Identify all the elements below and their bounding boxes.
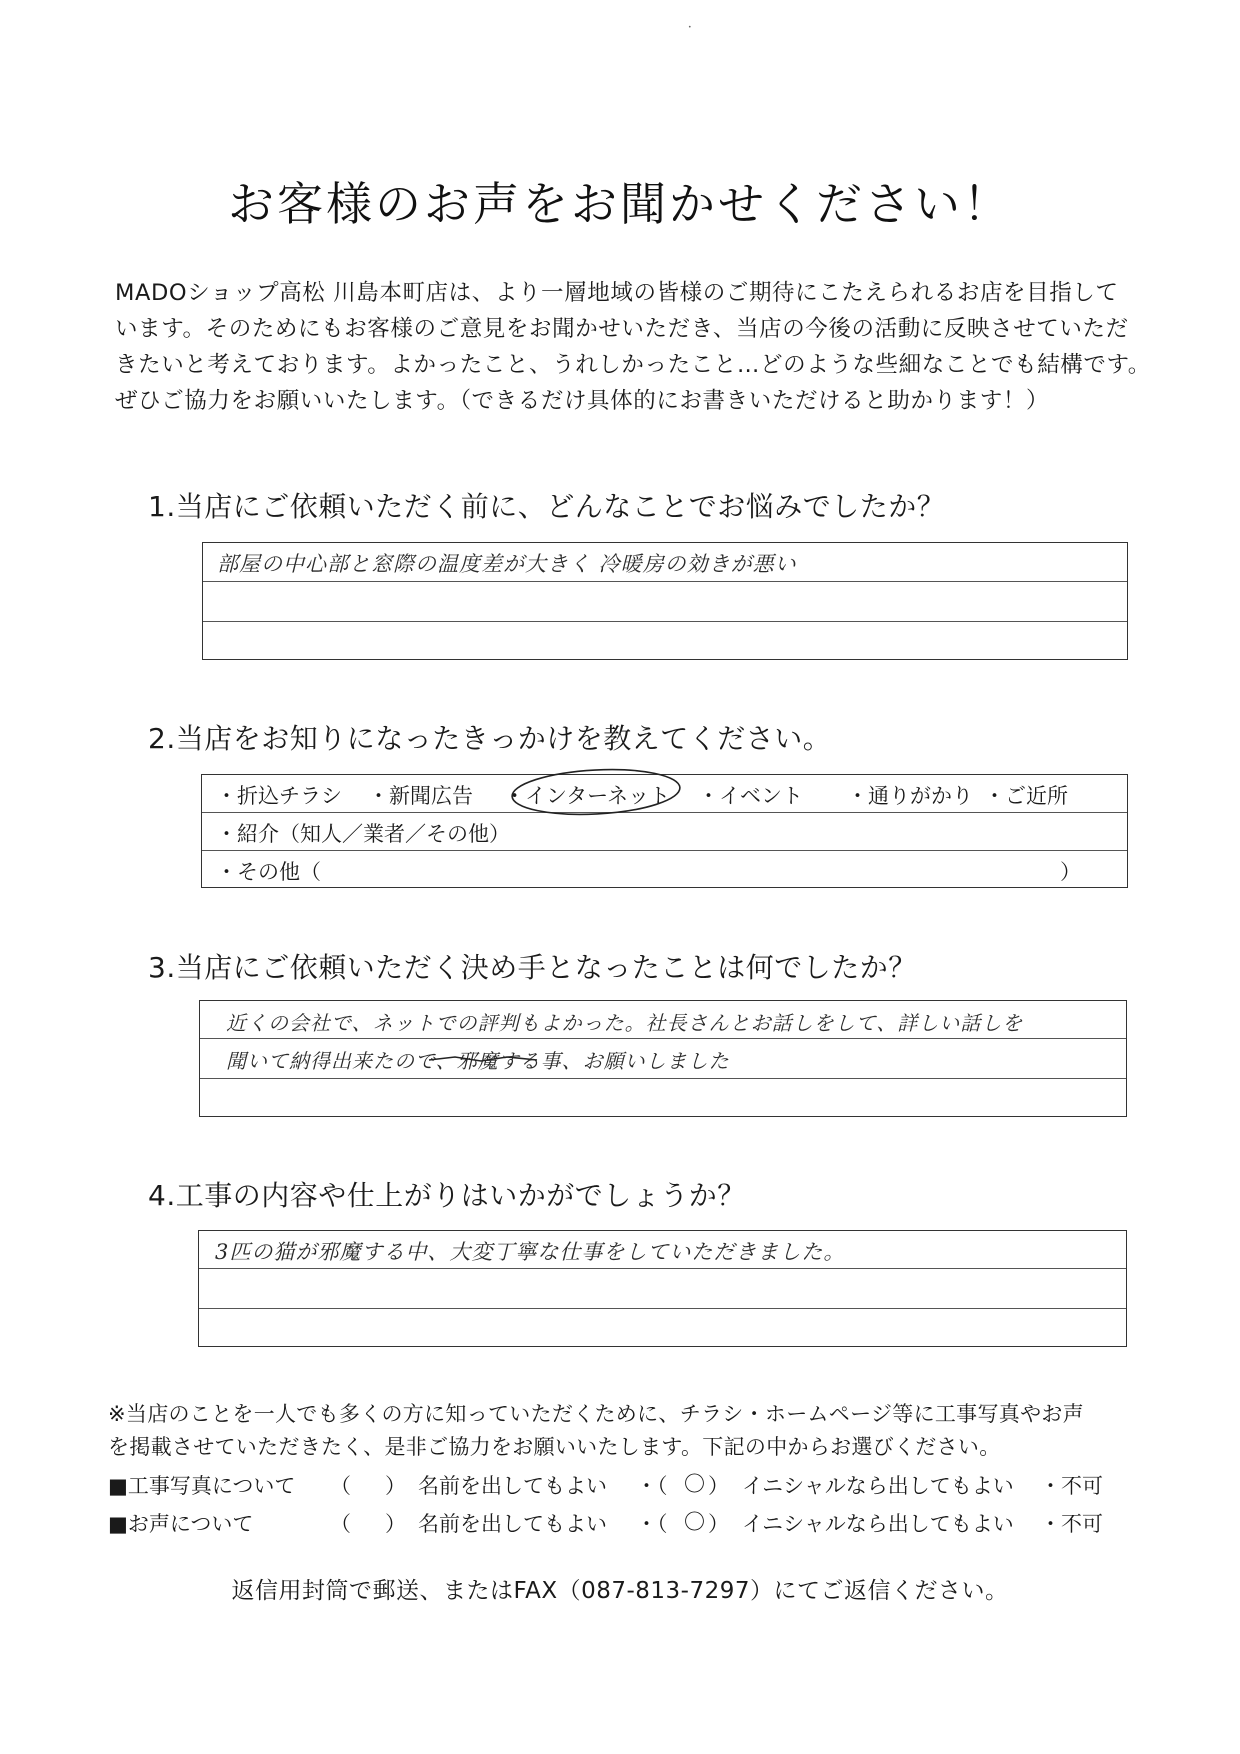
question-1-answer-box[interactable] <box>202 542 1128 660</box>
question-3-label: 3.当店にご依頼いただく決め手となったことは何でしたか？ <box>148 951 917 984</box>
photo-initial-paren-close: ） <box>708 1474 729 1498</box>
option-neighbor[interactable]: ・ご近所 <box>984 784 1068 808</box>
question-1-answer-line: 部屋の中心部と窓際の温度差が大きく 冷暖房の効きが悪い <box>217 552 797 576</box>
return-instructions: 返信用封筒で郵送、またはFAX（087-813-7297）にてご返信ください。 <box>231 1578 1009 1604</box>
question-3-answer-line: 聞いて納得出来たので、邪魔する事、お願いしました <box>226 1049 730 1073</box>
option-newspaper[interactable]: ・新聞広告 <box>368 784 473 808</box>
scan-speck: • <box>688 24 692 31</box>
photo-option-name[interactable]: 名前を出してもよい <box>418 1474 607 1498</box>
voice-initial-paren-open[interactable]: ・（ <box>636 1512 668 1536</box>
photo-option-initial[interactable]: イニシャルなら出してもよい <box>742 1474 1014 1498</box>
option-other-close: ） <box>1060 860 1081 884</box>
voice-name-paren-close: ） <box>385 1512 406 1536</box>
publish-note-line: を掲載させていただきたく、是非ご協力をお願いいたします。下記の中からお選びください。 <box>108 1435 1001 1459</box>
photo-permission-label: ■工事写真について <box>108 1474 296 1498</box>
option-internet[interactable]: ・インターネット <box>504 784 671 808</box>
voice-option-name[interactable]: 名前を出してもよい <box>418 1512 607 1536</box>
option-referral[interactable]: ・紹介（知人／業者／その他） <box>216 822 510 846</box>
intro-line: きたいと考えております。よかったこと、うれしかったこと…どのような些細なことでも結構です。 <box>115 352 1151 378</box>
voice-option-initial[interactable]: イニシャルなら出してもよい <box>742 1512 1014 1536</box>
photo-name-paren-close: ） <box>385 1474 406 1498</box>
intro-line: います。そのためにもお客様のご意見をお聞かせいただき、当店の今後の活動に反映させていただ <box>115 316 1129 342</box>
question-3-answer-line: 近くの会社で、ネットでの評判もよかった。社長さんとお話しをして、詳しい話しを <box>226 1011 1024 1035</box>
photo-option-no[interactable]: ・不可 <box>1040 1474 1103 1498</box>
photo-initial-mark: 〇 <box>684 1472 705 1496</box>
photo-initial-paren-open[interactable]: ・（ <box>636 1474 668 1498</box>
question-1-label: 1.当店にご依頼いただく前に、どんなことでお悩みでしたか？ <box>148 490 946 523</box>
page-title: お客様のお声をお聞かせください！ <box>228 177 1012 231</box>
voice-initial-mark: 〇 <box>684 1510 705 1534</box>
intro-line: ぜひご協力をお願いいたします。（できるだけ具体的にお書きいただけると助かります！） <box>115 388 1050 414</box>
option-passing-by[interactable]: ・通りがかり <box>847 784 973 808</box>
voice-initial-paren-close: ） <box>708 1512 729 1536</box>
question-3-answer-box[interactable] <box>199 1000 1127 1117</box>
intro-paragraph <box>115 275 1151 419</box>
publish-note-line: ※当店のことを一人でも多くの方に知っていただくために、チラシ・ホームページ等に工事写真やお声 <box>108 1402 1084 1426</box>
question-4-answer-box[interactable] <box>198 1230 1127 1347</box>
question-4-answer-line: 3匹の猫が邪魔する中、大変丁寧な仕事をしていただきました。 <box>215 1240 846 1264</box>
voice-option-no[interactable]: ・不可 <box>1040 1512 1103 1536</box>
question-4-label: 4.工事の内容や仕上がりはいかがでしょうか？ <box>148 1179 746 1212</box>
intro-line: MADOショップ高松 川島本町店は、より一層地域の皆様のご期待にこたえられるお店を目指して <box>115 280 1119 306</box>
question-2-label: 2.当店をお知りになったきっかけを教えてください。 <box>148 722 832 755</box>
option-other[interactable]: ・その他（ <box>216 860 321 884</box>
option-event[interactable]: ・イベント <box>698 784 803 808</box>
option-flyer[interactable]: ・折込チラシ <box>216 784 342 808</box>
voice-permission-label: ■お声について <box>108 1512 254 1536</box>
photo-name-paren-open[interactable]: （ <box>330 1474 351 1498</box>
strike-scribble <box>425 1048 545 1072</box>
selection-circle <box>508 764 688 820</box>
voice-name-paren-open[interactable]: （ <box>330 1512 351 1536</box>
